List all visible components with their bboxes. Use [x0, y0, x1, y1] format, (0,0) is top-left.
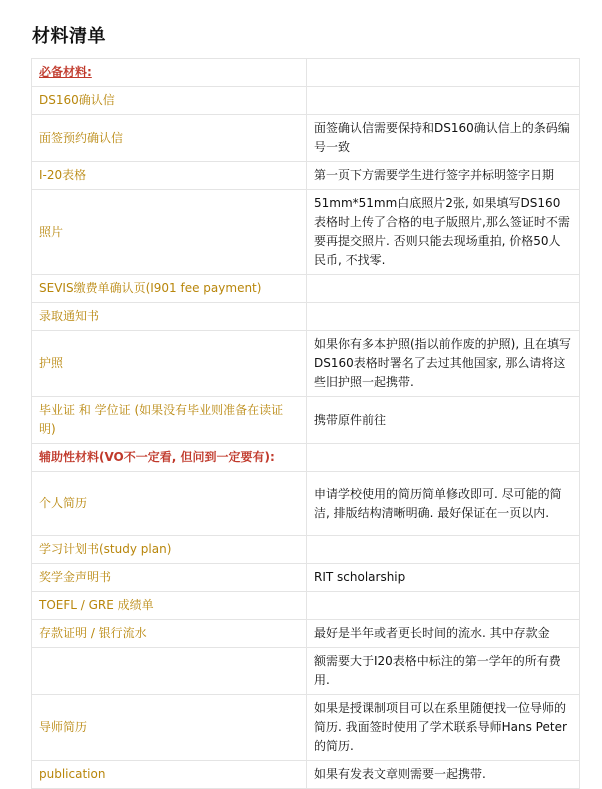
table-row: [32, 536, 580, 564]
row-label: DS160确认信: [32, 87, 307, 115]
table-row: [32, 695, 580, 761]
section-header-supporting: 辅助性材料(VO不一定看, 但问到一定要有):: [32, 444, 307, 472]
table-row: [32, 275, 580, 303]
row-note: [307, 59, 580, 87]
table-row: [32, 303, 580, 331]
materials-table: [31, 58, 580, 789]
row-label: 护照: [32, 331, 307, 397]
table-row: [32, 87, 580, 115]
row-note: [307, 444, 580, 472]
row-label: 存款证明 / 银行流水: [32, 620, 307, 648]
table-row: [32, 648, 580, 695]
row-label: 毕业证 和 学位证 (如果没有毕业则准备在读证明): [32, 397, 307, 444]
row-label: 照片: [32, 190, 307, 275]
row-label: 奖学金声明书: [32, 564, 307, 592]
row-note: 如果有发表文章则需要一起携带.: [307, 761, 580, 789]
row-note: RIT scholarship: [307, 564, 580, 592]
table-row: [32, 331, 580, 397]
table-row: [32, 472, 580, 536]
table-row: [32, 761, 580, 789]
table-row: [32, 564, 580, 592]
table-row: [32, 620, 580, 648]
row-note: [307, 303, 580, 331]
row-note: [307, 592, 580, 620]
row-note: [307, 536, 580, 564]
row-note: 面签确认信需要保持和DS160确认信上的条码编号一致: [307, 115, 580, 162]
row-note: 如果你有多本护照(指以前作废的护照), 且在填写DS160表格时署名了去过其他国家, 那么请将这些旧护照一起携带.: [307, 331, 580, 397]
row-note: 如果是授课制项目可以在系里随便找一位导师的简历. 我面签时使用了学术联系导师Hans Peter的简历.: [307, 695, 580, 761]
row-label: SEVIS缴费单确认页(I901 fee payment): [32, 275, 307, 303]
page-title: 材料清单: [32, 26, 106, 47]
table-row: [32, 59, 580, 87]
row-note: 额需要大于I20表格中标注的第一学年的所有费用.: [307, 648, 580, 695]
row-label: 导师简历: [32, 695, 307, 761]
row-note: 申请学校使用的简历简单修改即可. 尽可能的简洁, 排版结构清晰明确. 最好保证在一页以内.: [307, 472, 580, 536]
table-row: [32, 444, 580, 472]
table-row: [32, 190, 580, 275]
table-row: [32, 397, 580, 444]
section-header-required: 必备材料:: [32, 59, 307, 87]
row-note: 最好是半年或者更长时间的流水. 其中存款金: [307, 620, 580, 648]
row-label: 个人简历: [32, 472, 307, 536]
row-label: TOEFL / GRE 成绩单: [32, 592, 307, 620]
row-note: 携带原件前往: [307, 397, 580, 444]
row-note: 第一页下方需要学生进行签字并标明签字日期: [307, 162, 580, 190]
table-row: [32, 162, 580, 190]
row-label: I-20表格: [32, 162, 307, 190]
table-row: [32, 592, 580, 620]
row-label: 面签预约确认信: [32, 115, 307, 162]
row-note: [307, 275, 580, 303]
row-label: 录取通知书: [32, 303, 307, 331]
row-label: [32, 648, 307, 695]
row-label: 学习计划书(study plan): [32, 536, 307, 564]
table-row: [32, 115, 580, 162]
row-label: publication: [32, 761, 307, 789]
row-note: 51mm*51mm白底照片2张, 如果填写DS160表格时上传了合格的电子版照片,那么签证时不需要再提交照片. 否则只能去现场重拍, 价格50人民币, 不找零.: [307, 190, 580, 275]
row-note: [307, 87, 580, 115]
